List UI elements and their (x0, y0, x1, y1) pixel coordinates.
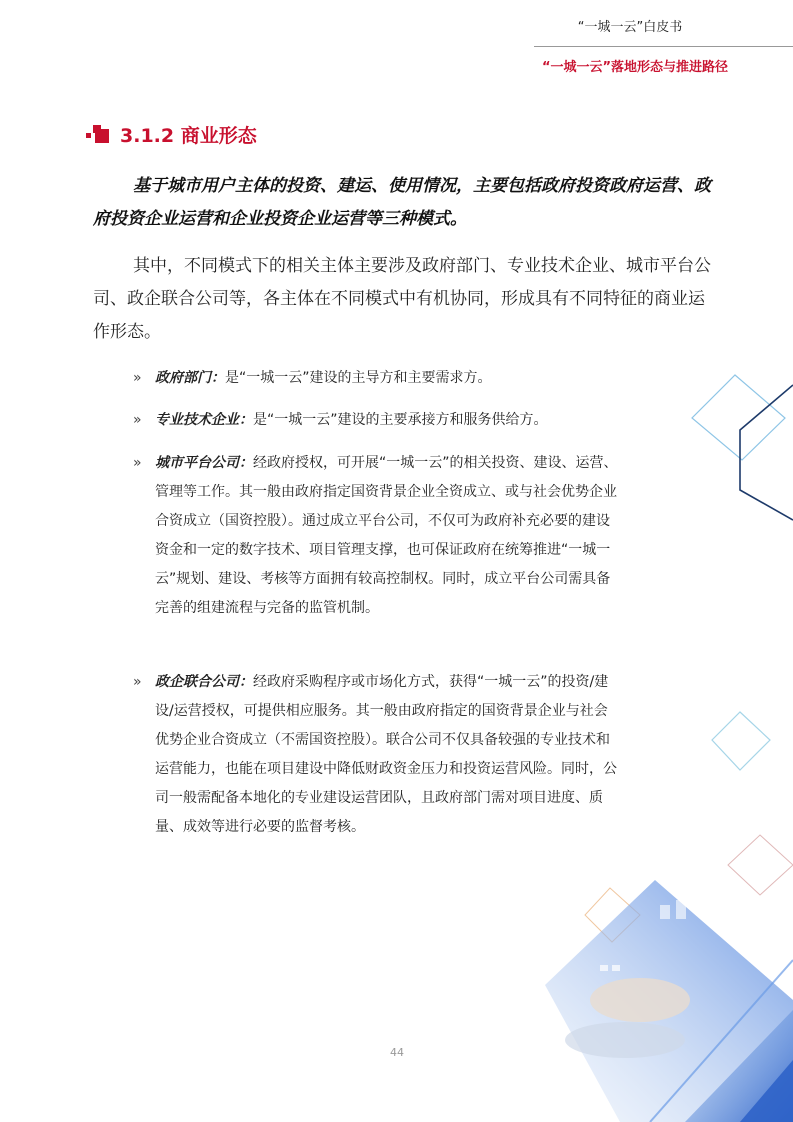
item-term: 政企联合公司： (155, 674, 253, 690)
header-title: “一城一云”白皮书 (577, 20, 683, 35)
body-paragraph: 其中，不同模式下的相关主体主要涉及政府部门、专业技术企业、城市平台公司、政企联合公司等，各主体在不同模式中有机协同，形成具有不同特征的商业运作形态。 (93, 256, 711, 342)
small-diamond-icon (712, 712, 770, 770)
bullet-icon: » (133, 370, 142, 386)
item-term: 城市平台公司： (155, 455, 253, 471)
item-term: 专业技术企业： (155, 412, 253, 428)
bullet-icon: » (133, 674, 142, 690)
bullet-icon: » (133, 412, 142, 428)
bullet-icon: » (133, 455, 142, 471)
item-text: 是“一城一云”建设的主导方和主要需求方。 (225, 370, 492, 386)
diamond-outline-icon (692, 375, 785, 460)
hexagon-outline-icon (740, 385, 793, 520)
section-heading-text: 3.1.2 商业形态 (120, 124, 257, 147)
item-text: 经政府采购程序或市场化方式，获得“一城一云”的投资/建设/运营授权，可提供相应服务。其一般由政府指定的国资背景企业与社会优势企业合资成立（不需国资控股）。联合公司不仅具备较强的专业技术和运营能力，也能在项目建设中降低财政资金压力和投资运营风险。同时，公司一般需配备本地化的专业建设运营团队，且政府部门需对项目进度、质量、成效等进行必要的监督考核。 (155, 674, 617, 835)
item-text: 经政府授权，可开展“一城一云”的相关投资、建设、运营、管理等工作。其一般由政府指定国资背景企业全资成立、或与社会优势企业合资成立（国资控股）。通过成立平台公司，不仅可为政府补充必要的建设资金和一定的数字技术、项目管理支撑，也可保证政府在统筹推进“一城一云”规划、建设、考核等方面拥有较高控制权。同时，成立平台公司需具备完善的组建流程与完备的监管机制。 (155, 455, 618, 616)
page-number: 44 (390, 1046, 404, 1059)
header-subtitle: “一城一云”落地形态与推进路径 (541, 60, 729, 75)
item-text: 是“一城一云”建设的主要承接方和服务供给方。 (253, 412, 548, 428)
lead-paragraph: 基于城市用户主体的投资、建运、使用情况，主要包括政府投资政府运营、政府投资企业运营和企业投资企业运营等三种模式。 (93, 176, 711, 229)
item-term: 政府部门： (155, 370, 225, 386)
